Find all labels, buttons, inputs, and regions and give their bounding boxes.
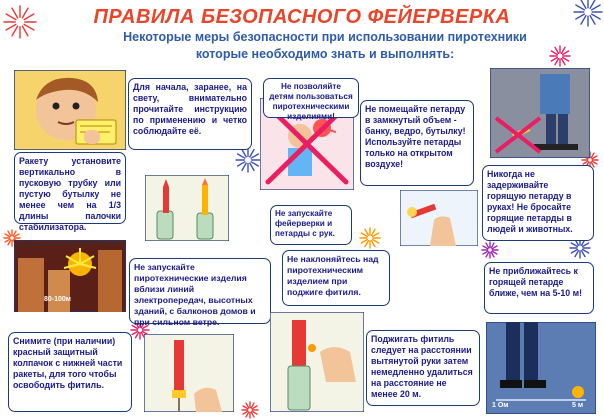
distance-label-left: 1 Ом — [492, 402, 509, 409]
boy-reading-picture — [14, 70, 126, 150]
rule-do-not-lean-over: Не наклоняйтесь над пиротехническим изделием при поджиге фитиля. — [282, 250, 390, 306]
rule-no-children: Не позволяйте детям пользоваться пиротехническими изделиями! — [263, 78, 359, 118]
distance-label-right: 5 м — [572, 402, 584, 409]
rule-no-closed-volume: Не помещайте петарду в замкнутый объем - банку, ведро, бутылку! Используйте петарды только на открытом воздухе! — [360, 100, 474, 186]
subtitle-line-1: Некоторые меры безопасности при использовании пиротехники — [123, 30, 527, 44]
rule-light-at-arms-length: Поджигать фитиль следует на расстоянии вытянутой руки затем немедленно удалиться на расстояние не менее 20 м. — [366, 330, 480, 406]
rule-rocket-vertical: Ракету установите вертикально в пусковую трубку или пустую бутылку не менее чем на 1/3 длины палочки стабилизатора. — [14, 152, 126, 224]
poster-subtitle — [90, 29, 560, 63]
rule-not-near-power-lines: Не запускайте пиротехнические изделия вблизи линий электропередач, высотных зданий, с балконов домов и при сильном ветре. — [129, 258, 271, 324]
remove-cap-picture — [144, 334, 234, 412]
rule-keep-distance: Не приближайтесь к горящей петарде ближе, чем на 5-10 м! — [484, 262, 594, 314]
rocket-bottle-picture — [145, 175, 229, 241]
hand-firecracker-picture — [400, 190, 478, 246]
firework-burst-icon — [570, 238, 590, 258]
lighting-fuse-picture — [270, 312, 364, 412]
rule-no-launch-from-hands: Не запускайте фейерверки и петарды с рук. — [270, 205, 352, 245]
firework-burst-icon — [236, 148, 260, 172]
rule-read-instructions: Для начала, заранее, на свету, внимательно прочитайте инструкцию по применению и четко соблюдайте её. — [128, 78, 252, 150]
firework-burst-icon — [482, 242, 498, 258]
rule-remove-cap: Снимите (при наличии) красный защитный колпачок с нижней части ракеты, для того чтобы освободить фитиль. — [8, 332, 132, 412]
distance-picture — [486, 322, 596, 414]
no-throwing-picture — [490, 68, 590, 158]
height-label: 80-100м — [44, 296, 71, 303]
rule-no-holding-firecracker: Никогда не задерживайте горящую петарду в руках! Не бросайте горящие петарды в людей и животных. — [482, 165, 594, 241]
firework-burst-icon — [360, 228, 380, 248]
poster-title: ПРАВИЛА БЕЗОПАСНОГО ФЕЙЕРВЕРКА — [93, 6, 511, 28]
subtitle-line-2: которые необходимо знать и выполнять: — [195, 47, 455, 61]
firework-burst-icon — [242, 402, 258, 418]
city-buildings-picture — [14, 240, 126, 312]
